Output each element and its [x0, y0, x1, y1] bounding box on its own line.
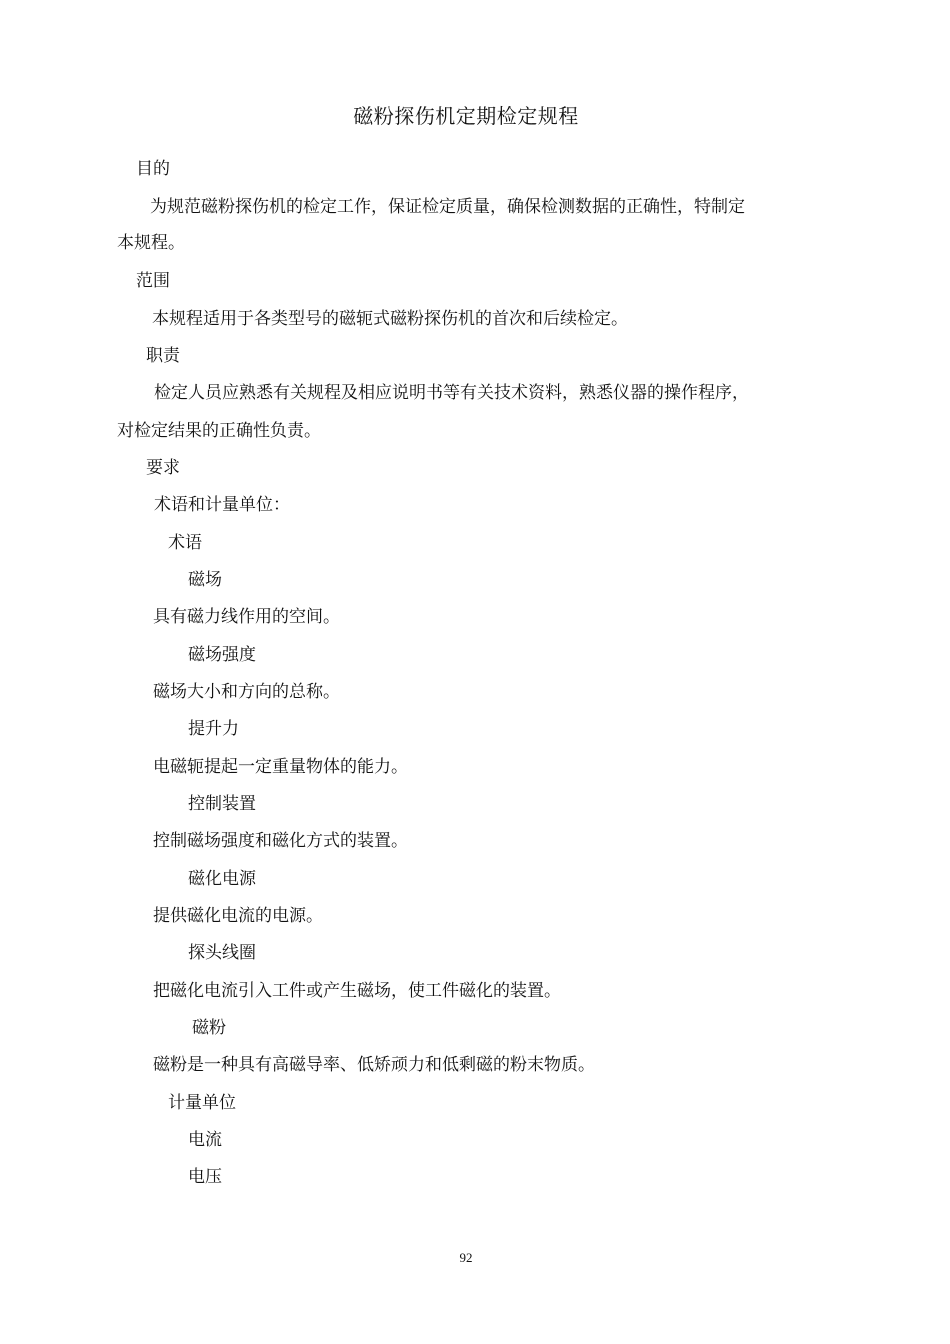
page-number: 92: [459, 1250, 473, 1265]
section-heading-purpose: 目的: [136, 159, 170, 179]
paragraph-line: 本规程。: [117, 233, 185, 253]
paragraph-line: 为规范磁粉探伤机的检定工作，保证检定质量，确保检测数据的正确性，特制定: [150, 197, 745, 217]
term-definition: 提供磁化电流的电源。: [153, 906, 323, 926]
term-label: 控制装置: [188, 794, 256, 814]
term-definition: 磁场大小和方向的总称。: [153, 682, 340, 702]
term-definition: 把磁化电流引入工件或产生磁场，使工件磁化的装置。: [153, 981, 561, 1001]
term-label: 磁场强度: [188, 645, 256, 665]
term-definition: 电磁轭提起一定重量物体的能力。: [153, 757, 408, 777]
page-title: 磁粉探伤机定期检定规程: [353, 104, 579, 128]
term-definition: 控制磁场强度和磁化方式的装置。: [153, 831, 408, 851]
paragraph-line: 检定人员应熟悉有关规程及相应说明书等有关技术资料，熟悉仪器的操作程序，: [154, 383, 749, 403]
unit-label: 电压: [188, 1167, 222, 1187]
term-label: 磁粉: [192, 1018, 226, 1038]
section-heading-scope: 范围: [136, 271, 170, 291]
subheading: 术语和计量单位：: [154, 495, 290, 515]
unit-label: 电流: [188, 1130, 222, 1150]
term-definition: 具有磁力线作用的空间。: [153, 607, 340, 627]
term-label: 探头线圈: [188, 943, 256, 963]
term-label: 提升力: [188, 719, 239, 739]
subheading: 术语: [168, 533, 202, 553]
section-heading-requirements: 要求: [146, 458, 180, 478]
paragraph-line: 本规程适用于各类型号的磁轭式磁粉探伤机的首次和后续检定。: [152, 309, 628, 329]
subheading: 计量单位: [168, 1093, 236, 1113]
paragraph-line: 对检定结果的正确性负责。: [117, 421, 321, 441]
term-definition: 磁粉是一种具有高磁导率、低矫顽力和低剩磁的粉末物质。: [153, 1055, 595, 1075]
section-heading-duties: 职责: [146, 346, 180, 366]
term-label: 磁化电源: [188, 869, 256, 889]
term-label: 磁场: [188, 570, 222, 590]
